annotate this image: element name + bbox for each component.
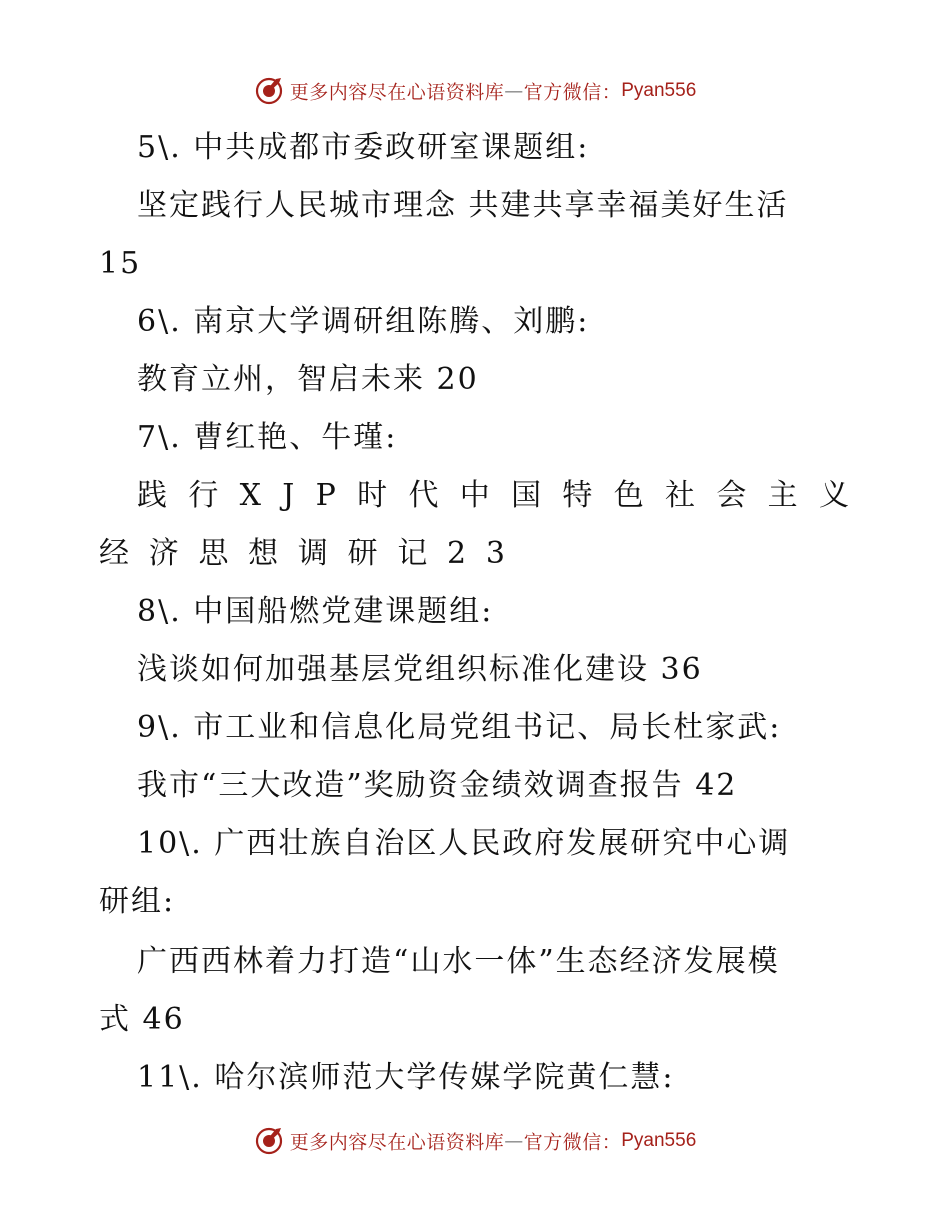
toc-line: 浅谈如何加强基层党组织标准化建设 36: [137, 652, 703, 687]
toc-glyph: J: [282, 478, 295, 513]
toc-line: 研组:: [99, 884, 176, 919]
toc-glyph: 思: [198, 536, 229, 571]
watermark-label: 官方微信：: [523, 1131, 622, 1154]
toc-line: 11\. 哈尔滨师范大学传媒学院黄仁慧:: [137, 1060, 675, 1095]
toc-glyph: 行: [188, 478, 219, 513]
toc-line: 广西西林着力打造“山水一体”生态经济发展模: [137, 944, 780, 979]
watermark-separator: —: [504, 80, 524, 102]
watermark-wechat-id: Pyan556: [621, 80, 697, 101]
toc-line: 教育立州，智启未来 20: [137, 362, 479, 397]
toc-glyph: 特: [562, 478, 593, 513]
toc-line: 15: [99, 246, 142, 281]
toc-glyph: 济: [148, 536, 179, 571]
toc-glyph: X: [239, 478, 261, 513]
toc-glyph: 3: [485, 536, 505, 571]
toc-line: 我市“三大改造”奖励资金绩效调查报告 42: [137, 768, 738, 803]
toc-glyph: 研: [347, 536, 378, 571]
toc-glyph: 会: [716, 478, 747, 513]
toc-line: 坚定践行人民城市理念 共建共享幸福美好生活: [137, 188, 789, 223]
toc-glyph: 记: [397, 536, 428, 571]
quill-logo-icon: [254, 1126, 284, 1156]
toc-line-justified: [137, 476, 849, 516]
toc-line: 10\. 广西壮族自治区人民政府发展研究中心调: [137, 826, 791, 861]
watermark-label: 官方微信：: [523, 81, 622, 104]
watermark-text: 更多内容尽在心语资料库: [289, 81, 505, 104]
watermark-separator: —: [504, 1130, 524, 1152]
toc-line: 9\. 市工业和信息化局党组书记、局长杜家武:: [137, 710, 782, 745]
toc-glyph: P: [315, 478, 336, 513]
toc-line-justified: [99, 534, 505, 574]
quill-logo-icon: [254, 76, 284, 106]
toc-line: 5\. 中共成都市委政研室课题组:: [137, 130, 590, 165]
toc-glyph: 色: [613, 478, 644, 513]
toc-glyph: 想: [248, 536, 279, 571]
toc-line: 式 46: [99, 1002, 185, 1037]
toc-glyph: 国: [511, 478, 542, 513]
toc-glyph: 社: [665, 478, 696, 513]
toc-glyph: 调: [297, 536, 328, 571]
toc-glyph: 经: [99, 536, 129, 571]
toc-glyph: 时: [357, 478, 388, 513]
watermark-footer: [0, 1126, 950, 1156]
toc-line: 8\. 中国船燃党建课题组:: [137, 594, 494, 629]
watermark-wechat-id: Pyan556: [621, 1130, 697, 1151]
toc-glyph: 中: [459, 478, 490, 513]
toc-line: 7\. 曹红艳、牛瑾:: [137, 420, 398, 455]
toc-glyph: 践: [137, 478, 167, 513]
watermark-text: 更多内容尽在心语资料库: [289, 1131, 505, 1154]
toc-glyph: 主: [767, 478, 798, 513]
toc-line: 6\. 南京大学调研组陈腾、刘鹏:: [137, 304, 590, 339]
watermark-header: [0, 76, 950, 106]
toc-glyph: 义: [818, 478, 849, 513]
toc-glyph: 2: [447, 536, 467, 571]
toc-glyph: 代: [408, 478, 439, 513]
